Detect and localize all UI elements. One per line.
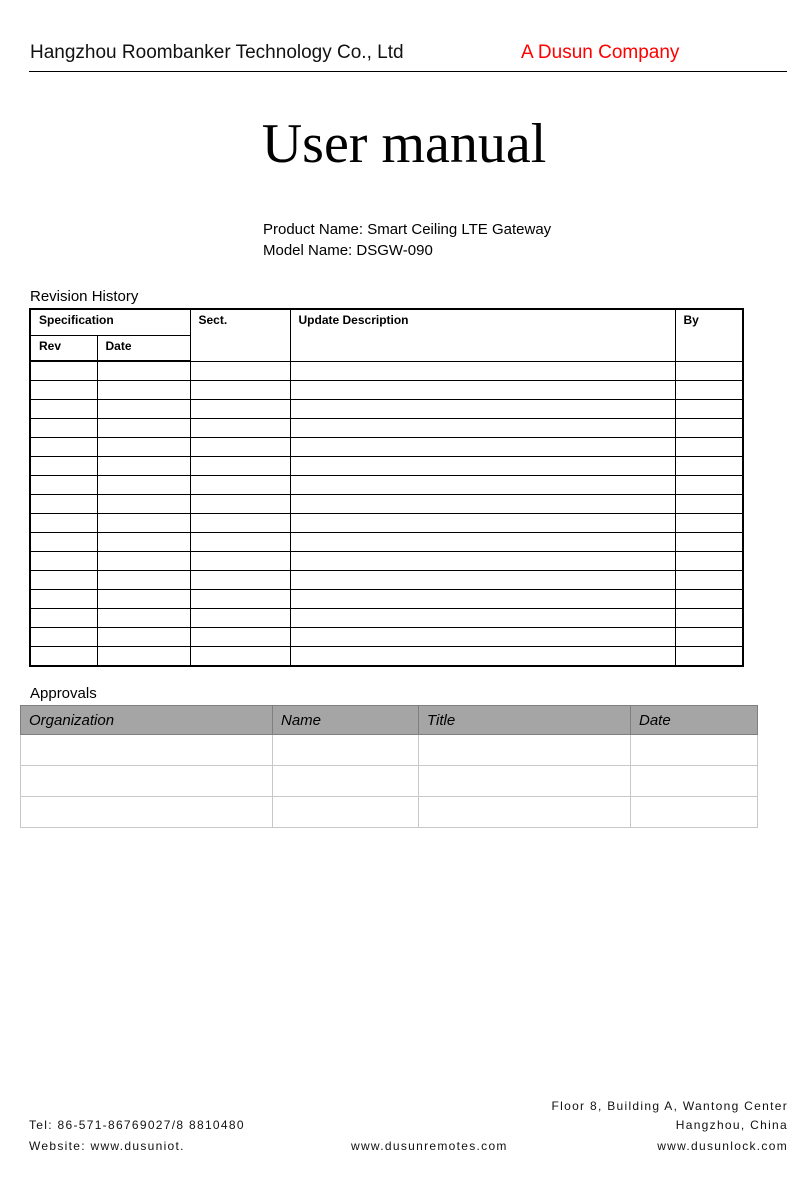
- revision-cell: [97, 609, 190, 628]
- revision-cell: [290, 381, 675, 400]
- approval-row: [21, 797, 758, 828]
- revision-cell: [675, 590, 743, 609]
- revision-cell: [290, 647, 675, 667]
- model-name: Model Name: DSGW-090: [263, 242, 433, 259]
- revision-cell: [30, 361, 97, 381]
- revision-cell: [190, 571, 290, 590]
- revision-cell: [30, 495, 97, 514]
- revision-cell: [30, 400, 97, 419]
- approval-cell: [419, 797, 631, 828]
- sect-header: Sect.: [190, 309, 290, 361]
- title-header: Title: [419, 706, 631, 735]
- approval-row: [21, 735, 758, 766]
- approval-cell: [273, 735, 419, 766]
- revision-cell: [290, 571, 675, 590]
- revision-row: [30, 381, 743, 400]
- approval-cell: [21, 797, 273, 828]
- revision-row: [30, 647, 743, 667]
- revision-cell: [290, 533, 675, 552]
- revision-row: [30, 476, 743, 495]
- revision-cell: [190, 647, 290, 667]
- revision-row: [30, 438, 743, 457]
- revision-cell: [675, 381, 743, 400]
- approval-cell: [631, 735, 758, 766]
- revision-cell: [675, 495, 743, 514]
- revision-cell: [30, 533, 97, 552]
- product-name: Product Name: Smart Ceiling LTE Gateway: [263, 221, 552, 238]
- date-header: Date: [631, 706, 758, 735]
- revision-cell: [190, 419, 290, 438]
- revision-cell: [97, 438, 190, 457]
- revision-row: [30, 552, 743, 571]
- product-info: [263, 219, 551, 261]
- revision-row: [30, 457, 743, 476]
- revision-cell: [190, 609, 290, 628]
- revision-cell: [30, 628, 97, 647]
- revision-cell: [97, 628, 190, 647]
- revision-cell: [30, 438, 97, 457]
- revision-cell: [190, 533, 290, 552]
- revision-cell: [30, 381, 97, 400]
- revision-row: [30, 495, 743, 514]
- approval-cell: [273, 797, 419, 828]
- revision-row: [30, 514, 743, 533]
- revision-cell: [97, 495, 190, 514]
- revision-cell: [290, 495, 675, 514]
- approval-cell: [631, 766, 758, 797]
- revision-cell: [30, 590, 97, 609]
- revision-cell: [190, 381, 290, 400]
- revision-cell: [30, 609, 97, 628]
- revision-cell: [97, 590, 190, 609]
- date-header: Date: [97, 336, 190, 362]
- update-description-header: Update Description: [290, 309, 675, 361]
- revision-cell: [290, 361, 675, 381]
- approval-cell: [21, 766, 273, 797]
- document-title: User manual: [261, 113, 547, 175]
- footer-website-1[interactable]: Website: www.dusuniot.: [29, 1139, 185, 1153]
- revision-cell: [675, 419, 743, 438]
- brand-tagline: A Dusun Company: [521, 42, 680, 63]
- footer-website-3[interactable]: www.dusunlock.com: [657, 1139, 788, 1153]
- revision-cell: [190, 400, 290, 419]
- revision-cell: [97, 476, 190, 495]
- revision-row: [30, 400, 743, 419]
- revision-cell: [97, 457, 190, 476]
- revision-cell: [30, 457, 97, 476]
- revision-cell: [190, 457, 290, 476]
- revision-cell: [675, 361, 743, 381]
- specification-header: Specification: [30, 309, 190, 336]
- approval-cell: [631, 797, 758, 828]
- revision-cell: [290, 457, 675, 476]
- revision-cell: [97, 400, 190, 419]
- approvals-header-row: [21, 706, 758, 735]
- revision-cell: [190, 438, 290, 457]
- revision-cell: [97, 571, 190, 590]
- revision-cell: [675, 400, 743, 419]
- revision-cell: [190, 476, 290, 495]
- revision-cell: [675, 533, 743, 552]
- revision-header-row: [30, 309, 743, 336]
- revision-row: [30, 628, 743, 647]
- revision-cell: [30, 647, 97, 667]
- revision-cell: [290, 419, 675, 438]
- revision-row: [30, 419, 743, 438]
- revision-row: [30, 590, 743, 609]
- revision-cell: [290, 400, 675, 419]
- revision-cell: [190, 590, 290, 609]
- approvals-table: [20, 705, 758, 828]
- footer-address-line1: Floor 8, Building A, Wantong Center: [551, 1099, 788, 1113]
- revision-cell: [30, 419, 97, 438]
- rev-header: Rev: [30, 336, 97, 362]
- revision-cell: [97, 514, 190, 533]
- revision-cell: [290, 628, 675, 647]
- revision-cell: [97, 647, 190, 667]
- revision-cell: [675, 457, 743, 476]
- approval-cell: [21, 735, 273, 766]
- footer-address-line2: Hangzhou, China: [675, 1118, 788, 1132]
- revision-cell: [675, 438, 743, 457]
- organization-header: Organization: [21, 706, 273, 735]
- revision-cell: [97, 419, 190, 438]
- revision-cell: [30, 476, 97, 495]
- company-name: Hangzhou Roombanker Technology Co., Ltd: [30, 42, 404, 63]
- footer-website-2[interactable]: www.dusunremotes.com: [351, 1139, 508, 1153]
- revision-cell: [290, 552, 675, 571]
- revision-cell: [675, 552, 743, 571]
- revision-cell: [675, 514, 743, 533]
- revision-cell: [30, 514, 97, 533]
- revision-cell: [290, 609, 675, 628]
- revision-row: [30, 361, 743, 381]
- revision-cell: [97, 361, 190, 381]
- revision-cell: [290, 438, 675, 457]
- revision-history-label: Revision History: [30, 288, 139, 305]
- revision-cell: [190, 628, 290, 647]
- revision-cell: [675, 476, 743, 495]
- revision-cell: [290, 590, 675, 609]
- revision-row: [30, 609, 743, 628]
- approval-cell: [273, 766, 419, 797]
- by-header: By: [675, 309, 743, 361]
- revision-history-table: [29, 308, 744, 667]
- revision-cell: [97, 552, 190, 571]
- name-header: Name: [273, 706, 419, 735]
- revision-cell: [675, 571, 743, 590]
- revision-cell: [190, 514, 290, 533]
- header-divider: [29, 71, 787, 72]
- approval-cell: [419, 735, 631, 766]
- revision-cell: [290, 476, 675, 495]
- approvals-label: Approvals: [30, 685, 97, 702]
- revision-cell: [30, 552, 97, 571]
- revision-row: [30, 533, 743, 552]
- revision-cell: [190, 361, 290, 381]
- revision-cell: [290, 514, 675, 533]
- approval-cell: [419, 766, 631, 797]
- revision-cell: [675, 628, 743, 647]
- footer-tel: Tel: 86-571-86769027/8 8810480: [29, 1118, 245, 1132]
- revision-cell: [675, 647, 743, 667]
- revision-row: [30, 571, 743, 590]
- revision-cell: [190, 495, 290, 514]
- revision-cell: [97, 381, 190, 400]
- revision-cell: [97, 533, 190, 552]
- revision-cell: [675, 609, 743, 628]
- revision-cell: [190, 552, 290, 571]
- revision-cell: [30, 571, 97, 590]
- approval-row: [21, 766, 758, 797]
